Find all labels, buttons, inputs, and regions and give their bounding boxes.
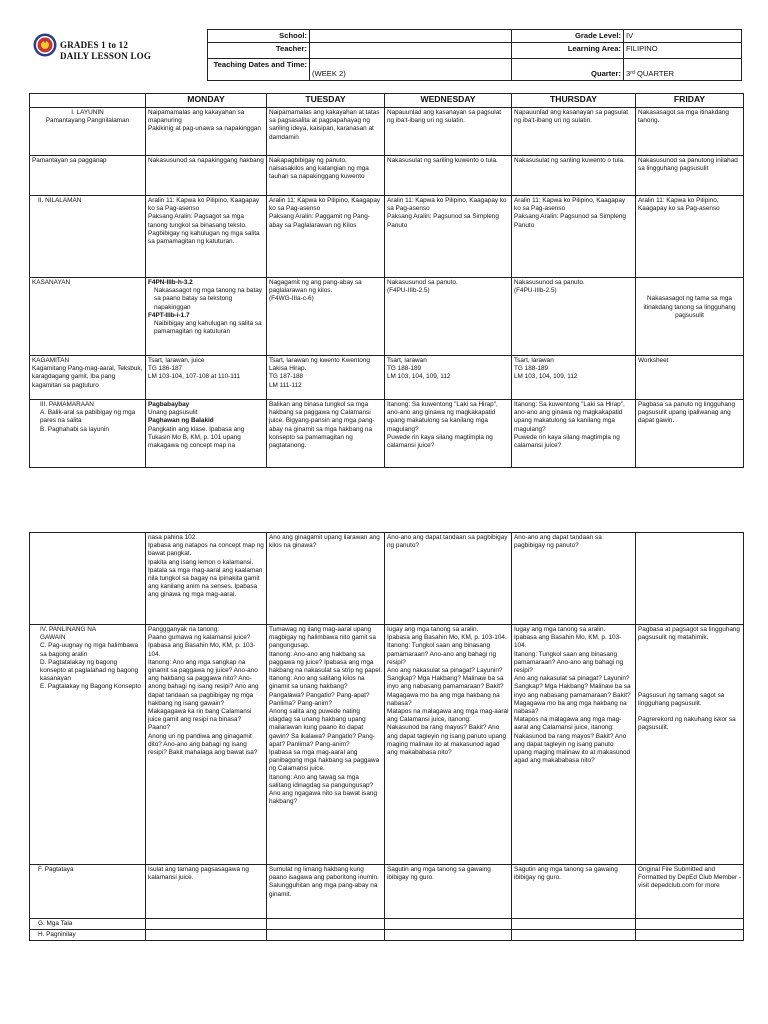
cell-cont-mon: nasa pahina 102. Ipabasa ang natapos na concept map ng bawat pangkat. Ipakita ang isang lemon o kalamansi. Ipatala sa mga mag-aaral ang kaalaman nila tungkol sa bagay na ipinakita gamit ang kanilang anim na senses. Ipabasa ang ginawa ng mga mag-aaral.: [146, 533, 267, 625]
cell-tala-thu: [512, 919, 636, 930]
row-label-pamamaraan: [30, 400, 146, 468]
day-header-friday: FRIDAY: [636, 94, 744, 108]
cell-pagtataya-thu: Sagutin ang mga tanong sa gawaing ibibigay ng guro.: [512, 865, 636, 919]
cell-ninilay-mon: [146, 930, 267, 941]
document-title: [60, 40, 151, 62]
cell-kasanayan-wed: Nakasusunod sa panuto. (F4PU-IIIb-2.5): [385, 278, 512, 356]
cell-kasanayan-tue: Nagagamit ng ang pang-abay sa paglalarawan ng kilos. (F4WG-IIIa-c-6): [267, 278, 385, 356]
lesson-table-part2: [29, 532, 744, 941]
row-label-pagninilay: H. Pagninilay: [30, 930, 146, 941]
cell-nilalaman-thu: Aralin 11: Kapwa ko Pilipino, Kaagapay ko sa Pag-asenso Paksang Aralin: Pagsunod sa Simpleng Panuto: [512, 196, 636, 278]
cell-nilalaman-mon: Aralin 11: Kapwa ko Pilipino, Kaagapay ko sa Pag-asenso Paksang Aralin: Pagsagot sa mga tanong tungkol sa binasang teksto. Pagbibigay ng kahulugan ng mga salita sa pamamagitan ng katuturan.: [146, 196, 267, 278]
cell-pagganap-thu: Nakasusulat ng sariling kuwento o tula.: [512, 156, 636, 196]
row-label-kasanayan: KASANAYAN: [30, 278, 146, 356]
day-header-thursday: THURSDAY: [512, 94, 636, 108]
row-label-mga-tala: G. Mga Tala: [30, 919, 146, 930]
cell-layunin-fri: Nakasasagot sa mga itinakdang tanong.: [636, 108, 744, 156]
cell-kagamitan-wed: Tsart, larawan TG 188-189 LM 103, 104, 109, 112: [385, 356, 512, 400]
cell-pamamaraan-fri: Pagbasa sa panuto ng lingguhang pagsusulit upang ipaliwanag ang dapat gawin.: [636, 400, 744, 468]
cell-cont-tue: Ano ang ginagamit upang ilarawan ang kilos na ginawa?: [267, 533, 385, 625]
cell-tala-tue: [267, 919, 385, 930]
cell-kagamitan-mon: Tsart, larawan, juice TG 186-187 LM 103-104, 107-108 at 110-111: [146, 356, 267, 400]
cell-panlinang-mon: Panggganyak na tanong: Paano gumawa ng kalamansi juice? Ipabasa ang Basahin Mo, KM, p. 103-104. Itanong: Ano ang mga sangkap na ginamit sa paggawa ng juice? Ano-ano ang hakbang sa paggawa nito? Ano-anong bahagi ng isang resipi? Ano ang dapat tandaan sa pagbibigay ng mga hakbang ng isang gawain? Makagagawa ka rin bang Calamansi juice gamit ang resipi na binasa? Paano? Anong uri ng pandiwa ang ginagamit dito? Ano-ano ang bahagi ng isang resipi? Bakit mahalaga ang bawat isa?: [146, 625, 267, 865]
deped-seal-icon: [33, 33, 57, 57]
dates-label: Teaching Dates and Time:: [208, 59, 310, 81]
cell-ninilay-wed: [385, 930, 512, 941]
cell-cont-wed: Ano-ano ang dapat tandaan sa pagbibigay ng panuto?: [385, 533, 512, 625]
title-grades: GRADES 1 to 12: [60, 40, 129, 50]
cell-kasanayan-thu: Nakasusunod sa panuto. (F4PU-IIIb-2.5): [512, 278, 636, 356]
pamamaraan-heading: III. PAMAMARAAN: [40, 401, 94, 408]
cell-pagganap-tue: Nakapagbibigay ng panuto, naisasakilos ang katangian ng mga tauhan sa napakinggang kuwento: [267, 156, 385, 196]
grade-label: Grade Level:: [512, 30, 624, 43]
cell-panlinang-thu: Iugay ang mga tanong sa aralin. Ipabasa ang Basahin Mo, KM, p. 103-104. Itanong: Tungkol saan ang binasang pamamaraan? Ano-ano ang bahagi ng resipi? Ano ang nakasulat sa pinagat? Layunin? Sangkap? Mga Hakbang? Malinaw ba sa inyo ang nabasang pamamaraan? Bakit? Magagawa mo ba ang mga hakbang na nabasa? Matapos na malagawa ang mga mag-aaral ang Calamansi juice, itanong: Nakasunod ba rang mayos? Bakit? Ano ang dapat tagleyin ng isang panuto upang maging malinaw ito at makasunod agad ang makababasa nito?: [512, 625, 636, 865]
competency-text-2: Naibibigay ang kahulugan ng salita sa pamamagitan ng katuturan: [154, 320, 262, 336]
cell-pagtataya-fri: Original File Submitted and Formatted by DepEd Club Member - visit depedclub.com for more: [636, 865, 744, 919]
competency-code-2: F4PT-IIIb-i-1.7: [148, 311, 190, 319]
cell-pamamaraan-mon: [146, 400, 267, 468]
cell-kasanayan-fri: Nakasasagot ng tama sa mga itinakdang tanong sa lingguhang pagsusulit: [636, 278, 744, 356]
cell-pagganap-wed: Nakasusulat ng sariling kuwento o tula.: [385, 156, 512, 196]
school-value: [310, 30, 512, 43]
cell-tala-wed: [385, 919, 512, 930]
row-label-nilalaman: II. NILALAMAN: [30, 196, 146, 278]
cell-panlinang-wed: Iugay ang mga tanong sa aralin. Ipabasa ang Basahin Mo, KM, p. 103-104. Itanong: Tungkol saan ang binasang pamamaraan? Ano-ano ang bahagi ng resipi? Ano ang nakasulat sa pinagat? Layunin? Sangkap? Mga Hakbang? Malinaw ba sa inyo ang nabasang pamamaraan? Bakit? Magagawa mo ba ang mga hakbang na nabasa? Matapos na malagawa ang mga mag-aaral ang Calamansi juice, itanong: Nakasunod ba rang mayos? Bakit? Ano ang dapat tagleyin ng isang panuto upang maging malinaw ito at makasunod agad ang makababasa nito?: [385, 625, 512, 865]
teacher-value: [310, 43, 512, 59]
row-label-kagamitan: KAGAMITAN Kagamitang Pang-mag-aaral, Teksbuk, karagdagang gamit, Iba pang kagamitan sa pagtuturo: [30, 356, 146, 400]
area-value: FILIPINO: [624, 43, 742, 59]
row-label-panlinang: [30, 625, 146, 865]
row-label-continued: [30, 533, 146, 625]
pagbabaybay-text: Unang pagsusulit: [148, 409, 198, 417]
cell-nilalaman-fri: Aralin 11: Kapwa ko Pilipino, Kaagapay ko sa Pag-asenso: [636, 196, 744, 278]
title-dll: DAILY LESSON LOG: [60, 51, 152, 61]
pamamaraan-b: B. Paghahabi sa layunin: [40, 425, 109, 433]
corner-cell: [30, 94, 146, 108]
cell-kagamitan-tue: Tsart, larawan ng kwento Kwentong Lakisa Hirap. TG 187-188 LM 111-112: [267, 356, 385, 400]
teacher-label: Teacher:: [208, 43, 310, 59]
balakid-text: Pangkatin ang klase. Ipabasa ang Tukasin Mo B, KM, p. 101 upang makagawa ng concept map na: [148, 425, 245, 450]
grade-value: IV: [624, 30, 742, 43]
cell-ninilay-fri: [636, 930, 744, 941]
competency-text-1: Nakasasagot ng mga tanong na batay sa paano batay sa tekstong napakinggan: [154, 287, 263, 311]
cell-pamamaraan-wed: Itanong: Sa kuwentong "Laki sa Hirap", ano-ano ang ginawa ng magkakapatid upang makatulong sa kanilang mga magulang? Puwede rin kaya silang magtimpla ng calamansi juice?: [385, 400, 512, 468]
cell-ninilay-thu: [512, 930, 636, 941]
dates-value: (WEEK 2): [310, 59, 512, 81]
row-label-pagtataya: F. Pagtataya: [30, 865, 146, 919]
cell-layunin-mon: Naipamamalas ang kakayahan sa mapanuring Pakikinig at pag-unawa sa napakinggan: [146, 108, 267, 156]
cell-kagamitan-fri: Worksheet: [636, 356, 744, 400]
cell-tala-fri: [636, 919, 744, 930]
cell-tala-mon: [146, 919, 267, 930]
cell-pagganap-fri: Nakasusunod sa panutong inilahad sa lingguhang pagsusulit: [636, 156, 744, 196]
panlinang-heading: IV. PANLINANG NA GAWAIN: [40, 626, 97, 642]
cell-pagtataya-wed: Sagutin ang mga tanong sa gawaing ibibigay ng guro.: [385, 865, 512, 919]
cell-kasanayan-mon: [146, 278, 267, 356]
school-label: School:: [208, 30, 310, 43]
header-info-table: [207, 29, 742, 81]
cell-layunin-tue: Naipamamalas ang kakayahan at tatas sa pagsasalita at pagpapahayag ng sariling ideya, kaisipan, karanasan at damdamin: [267, 108, 385, 156]
competency-code-1: F4PN-IIIb-h-3.2: [148, 279, 193, 286]
cell-nilalaman-wed: Aralin 11: Kapwa ko Pilipino, Kaagapay ko sa Pag-asenso Paksang Aralin: Pagsunod sa Simpleng Panuto: [385, 196, 512, 278]
panlinang-d: D. Pagtatalakay ng bagong konsepto at paglalahad ng bagong kasanayan: [40, 658, 139, 683]
day-header-wednesday: WEDNESDAY: [385, 94, 512, 108]
balakid-heading: Paghawan ng Balakid: [148, 417, 214, 425]
cell-panlinang-fri: Pagbasa at pagsagot sa lingguhang pagsusulit ng matahimik. Pagsusuri ng tamang sagot sa lingguhang pagsusulit. Pagrerekord ng nakuhang iskor sa pagsusulit.: [636, 625, 744, 865]
row-label-layunin: I. LAYUNIN Pamantayang Pangnilalaman: [30, 108, 146, 156]
cell-nilalaman-tue: Aralin 11: Kapwa ko Pilipino, Kaagapay ko sa Pag-asenso Paksang Aralin: Paggamit ng Pang-abay sa Paglalarawan ng Kilos: [267, 196, 385, 278]
quarter-value: 3ʳᵈ QUARTER: [624, 59, 742, 81]
cell-layunin-wed: Napauunlad ang kasanayan sa pagsulat ng iba't-ibang uri ng sulatin.: [385, 108, 512, 156]
cell-cont-thu: Ano-ano ang dapat tandaan sa pagbibigay ng panuto?: [512, 533, 636, 625]
lesson-table-part1: [29, 93, 744, 468]
cell-pamamaraan-tue: Balikan ang binasa tungkol sa mga hakbang sa paggawa ng Calamansi juice. Bigyang-pansin ang mga pang-abay na ginamit sa mga hakbang na konsepto sa pamamagitan ng pagtatanong.: [267, 400, 385, 468]
day-header-tuesday: TUESDAY: [267, 94, 385, 108]
panlinang-e: E. Pagtalakay ng Bagong Konsepto: [40, 683, 141, 691]
area-label: Learning Area:: [512, 43, 624, 59]
cell-kagamitan-thu: Tsart, larawan TG 188-189 LM 103, 104, 109, 112: [512, 356, 636, 400]
cell-ninilay-tue: [267, 930, 385, 941]
cell-cont-fri: [636, 533, 744, 625]
quarter-label: Quarter:: [512, 59, 624, 81]
day-header-monday: MONDAY: [146, 94, 267, 108]
pagbabaybay-heading: Pagbabaybay: [148, 401, 190, 408]
cell-layunin-thu: Napauunlad ang kasanayan sa pagsulat ng iba't-ibang uri ng sulatin.: [512, 108, 636, 156]
cell-pagtataya-tue: Sumulat ng limang hakbang kung paano isagawa ang paboritong inumin. Salungguhitan ang mga pang-abay na ginamit.: [267, 865, 385, 919]
cell-panlinang-tue: Tumawag ng ilang mag-aaral upang magbigay ng halimbawa nito gamit sa pangungusap. Itanong: Ano-ano ang hakbang sa paggawa ng juice? Ipabasa ang mga hakbang na nakasulat sa strip ng papel. Itanong: Ano ang salitang kilos na ginamit sa unang hakbang? Pangalawa? Pangatlo? Pang-apat? Panlima? Pang-anim? Anong salita ang puwede nating idagdag sa unang hakbang upang mailarawan kung paano ito dapat gawin? Sa ikalawa? Pangatlo? Pang-apat? Panlima? Pang-anim? Ipabasa sa mga mag-aaral ang panibagong mga hakbang sa paggawa ng Calamansi juice. Itanong: Ano ang tawag sa mga salitang idinagdag sa pangungusap? Ano ang ngagawa nito sa bawat isang hakbang?: [267, 625, 385, 865]
cell-pagtataya-mon: Isulat ang tamang pagsasagawa ng kalamansi juice.: [146, 865, 267, 919]
pamamaraan-a: A. Balik-aral sa pabibigay ng mga pares na salita: [40, 409, 136, 425]
row-label-pagganap: Pamantayan sa pagganap: [30, 156, 146, 196]
panlinang-c: C. Pag-uugnay ng mga halimbawa sa bagong aralin: [40, 642, 139, 658]
cell-pagganap-mon: Nakasusunod sa napakinggang hakbang: [146, 156, 267, 196]
cell-pamamaraan-thu: Itanong: Sa kuwentong "Laki sa Hirap", ano-ano ang ginawa ng magkakapatid upang makatulong sa kanilang mga magulang? Puwede rin kaya silang magtimpla ng calamansi juice?: [512, 400, 636, 468]
